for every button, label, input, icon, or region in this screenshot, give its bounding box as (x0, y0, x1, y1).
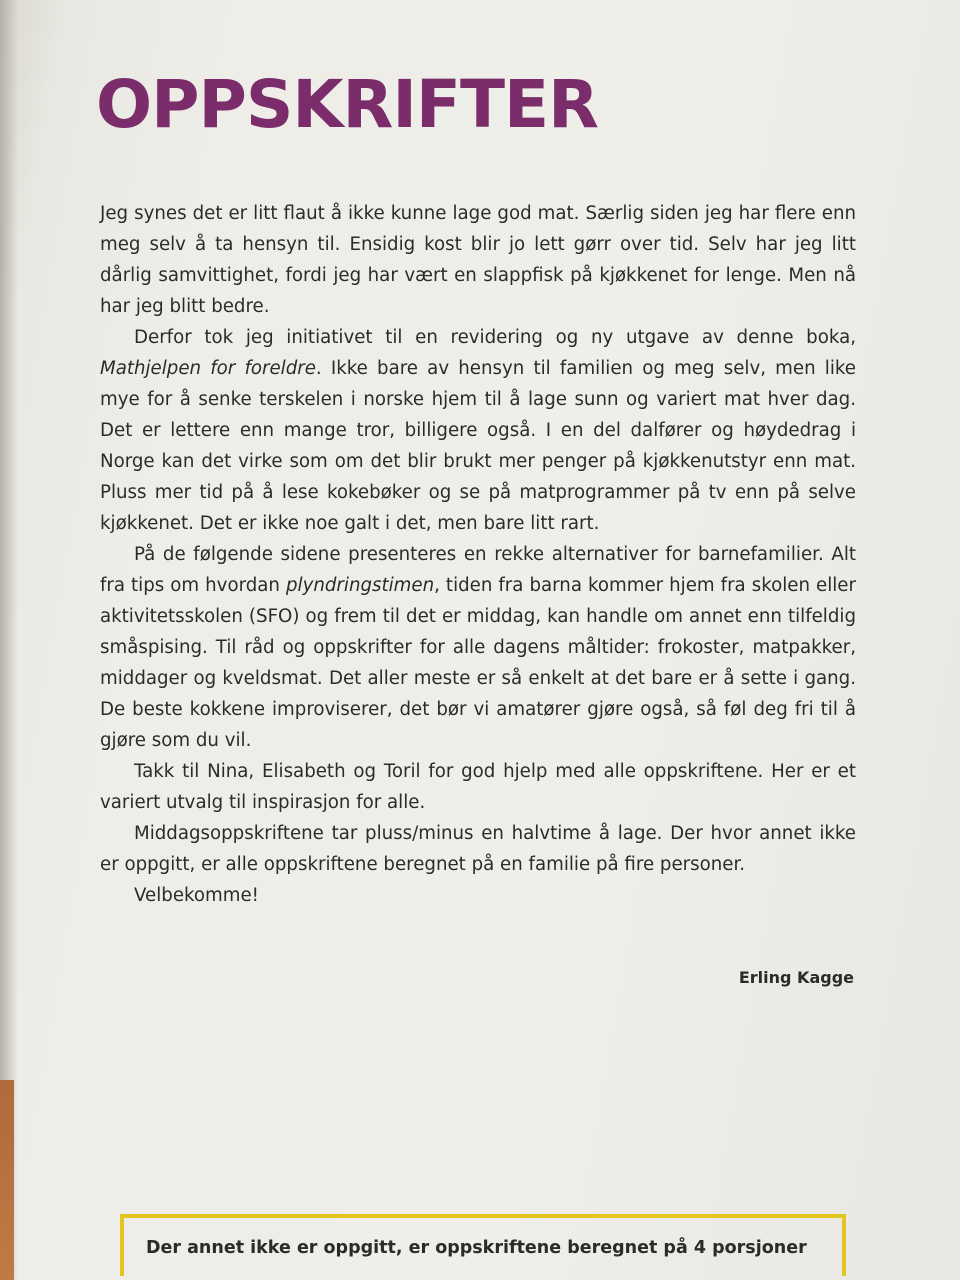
term-plyndringstimen: plyndringstimen (285, 575, 435, 596)
paragraph-2-rest: . Ikke bare av hensyn til familien og meg selv, men like mye for å senke terskelen i norske hjem til å lage sunn og variert mat hver dag. Det er lettere enn mange tror, billigere også. I en del dalfører og høydedrag i Norge kan det virke som om det blir brukt mer penger på kjøkkenutstyr enn mat. Pluss mer tid på å lese kokebøker og se på matprogrammer på tv enn på selve kjøkkenet. Det er ikke noe galt i det, men bare litt rart. (100, 358, 856, 534)
page-title: OPPSKRIFTER (96, 66, 598, 143)
paragraph-6: Velbekomme! (134, 885, 259, 906)
author-signature: Erling Kagge (738, 968, 854, 987)
paragraph-1: Jeg synes det er litt flaut å ikke kunne lage god mat. Særlig siden jeg har flere enn meg selv å ta hensyn til. Ensidig kost blir jo lett gørr over tid. Selv har jeg litt dårlig samvittighet, fordi jeg har vært en slappfisk på kjøkkenet for lenge. Men nå har jeg blitt bedre. (100, 203, 856, 317)
book-cover-edge (0, 1080, 14, 1280)
servings-note-box (120, 1214, 846, 1276)
paragraph-2 (100, 322, 856, 539)
paragraph-3-intro: På de følgende sidene presenteres en rekke alternativer for barnefamilier. Alt fra tips om hvordan (100, 544, 856, 596)
paragraph-2-intro: Derfor tok jeg initiativet til en revidering og ny utgave av denne boka, (134, 327, 856, 348)
paragraph-5: Middagsoppskriftene tar pluss/minus en halvtime å lage. Der hvor annet ikke er oppgitt, er alle oppskriftene beregnet på en familie på fire personer. (100, 823, 856, 875)
paragraph-3 (100, 539, 856, 756)
servings-note: Der annet ikke er oppgitt, er oppskriftene beregnet på 4 porsjoner (146, 1238, 807, 1258)
book-title: Mathjelpen for foreldre (100, 358, 316, 379)
paragraph-3-rest: , tiden fra barna kommer hjem fra skolen eller aktivitetsskolen (SFO) og frem til det er middag, kan handle om annet enn tilfeldig småspising. Til råd og oppskrifter for alle dagens måltider: frokoster, matpakker, middager og kveldsmat. Det aller meste er så enkelt at det bare er å sette i gang. De beste kokkene improviserer, det bør vi amatører gjøre også, så føl deg fri til å gjøre som du vil. (100, 575, 856, 751)
intro-text (100, 198, 856, 911)
paragraph-4: Takk til Nina, Elisabeth og Toril for god hjelp med alle oppskriftene. Her er et variert utvalg til inspirasjon for alle. (100, 761, 856, 813)
